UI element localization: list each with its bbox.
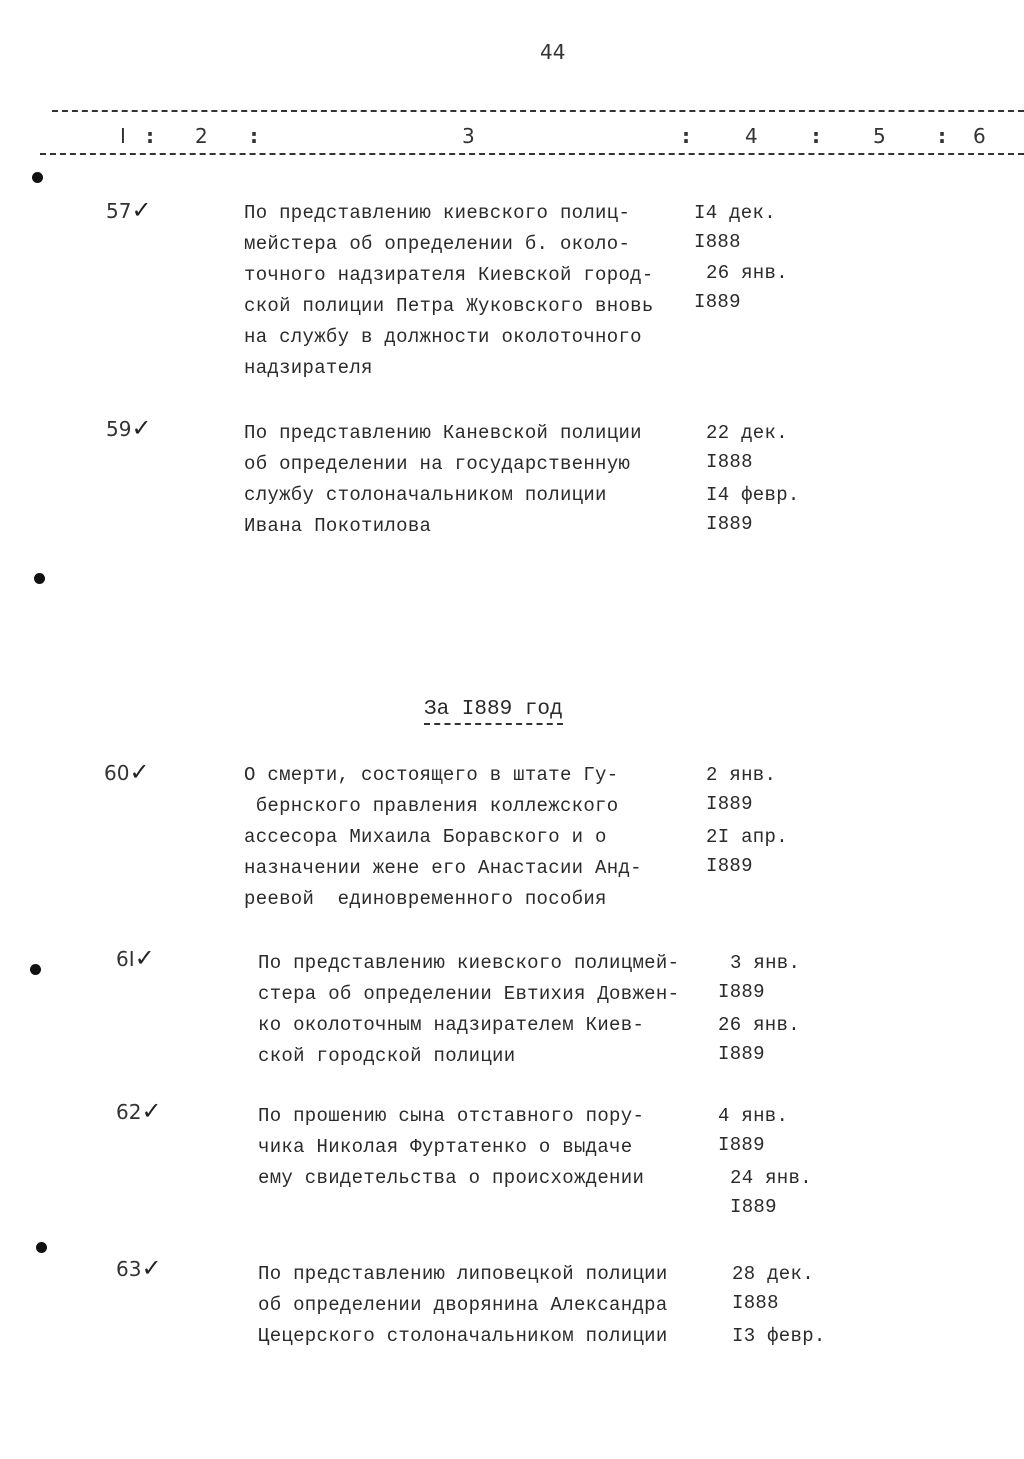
- description-line: ассесора Михаила Боравского и о: [244, 826, 607, 848]
- column-separator: :: [146, 124, 154, 148]
- header-rule-bottom: [40, 153, 1024, 155]
- date-line: 4 янв.: [718, 1105, 789, 1127]
- checkmark-icon: ✓: [129, 758, 150, 786]
- description-line: Цецерского столоначальником полиции: [258, 1325, 668, 1347]
- date-line: I888: [732, 1292, 779, 1314]
- date-line: I889: [730, 1196, 777, 1218]
- column-separator: :: [812, 124, 820, 148]
- description-line: О смерти, состоящего в штате Гу-: [244, 764, 619, 786]
- description-line: Ивана Покотилова: [244, 515, 432, 537]
- date-line: 26 янв.: [706, 262, 788, 284]
- description-line: назначении жене его Анастасии Анд-: [244, 857, 642, 879]
- checkmark-icon: ✓: [134, 944, 155, 972]
- description-line: об определении на государственную: [244, 453, 631, 475]
- column-separator: :: [682, 124, 690, 148]
- punch-hole-mark: [30, 964, 41, 975]
- entry-number: 59: [106, 417, 132, 441]
- entry-number: 57: [106, 199, 132, 223]
- date-line: I888: [694, 231, 741, 253]
- date-line: 22 дек.: [706, 422, 788, 444]
- description-line: По представлению киевского полиц-: [244, 202, 631, 224]
- date-line: I888: [706, 451, 753, 473]
- description-line: ской полиции Петра Жуковского вновь: [244, 295, 654, 317]
- description-line: ему свидетельства о происхождении: [258, 1167, 645, 1189]
- description-line: бернского правления коллежского: [244, 795, 619, 817]
- punch-hole-mark: [32, 172, 43, 183]
- description-line: По представлению киевского полицмей-: [258, 952, 680, 974]
- description-line: службу столоначальником полиции: [244, 484, 607, 506]
- column-header-4: 4: [745, 124, 758, 148]
- date-line: I889: [706, 855, 753, 877]
- header-rule-top: [52, 110, 1024, 112]
- date-line: I889: [706, 793, 753, 815]
- checkmark-icon: ✓: [131, 196, 152, 224]
- description-line: стера об определении Евтихия Довжен-: [258, 983, 680, 1005]
- date-line: I4 февр.: [706, 484, 800, 506]
- date-line: I889: [694, 291, 741, 313]
- date-line: 2 янв.: [706, 764, 777, 786]
- description-line: об определении дворянина Александра: [258, 1294, 668, 1316]
- checkmark-icon: ✓: [141, 1254, 162, 1282]
- date-line: I3 февр.: [732, 1325, 826, 1347]
- checkmark-icon: ✓: [141, 1097, 162, 1125]
- date-line: I889: [718, 981, 765, 1003]
- section-title: За I889 год: [424, 698, 563, 725]
- column-header-5: 5: [873, 124, 886, 148]
- description-line: По представлению Каневской полиции: [244, 422, 642, 444]
- punch-hole-mark: [36, 1242, 47, 1253]
- description-line: По прошению сына отставного пору-: [258, 1105, 645, 1127]
- description-line: ской городской полиции: [258, 1045, 516, 1067]
- page-number: 44: [540, 40, 566, 64]
- entry-number: 6I: [116, 947, 135, 971]
- description-line: надзирателя: [244, 357, 373, 379]
- date-line: I4 дек.: [694, 202, 776, 224]
- column-header-2: 2: [195, 124, 208, 148]
- column-header-6: 6: [973, 124, 986, 148]
- column-header-1: I: [120, 124, 126, 148]
- description-line: на службу в должности околоточного: [244, 326, 642, 348]
- entry-number: 63: [116, 1257, 142, 1281]
- entry-number: 60: [104, 761, 130, 785]
- column-separator: :: [938, 124, 946, 148]
- description-line: чика Николая Фуртатенко о выдаче: [258, 1136, 633, 1158]
- description-line: ко околоточным надзирателем Киев-: [258, 1014, 645, 1036]
- checkmark-icon: ✓: [131, 414, 152, 442]
- date-line: 2I апр.: [706, 826, 788, 848]
- date-line: 26 янв.: [718, 1014, 800, 1036]
- entry-number: 62: [116, 1100, 142, 1124]
- description-line: По представлению липовецкой полиции: [258, 1263, 668, 1285]
- date-line: I889: [706, 513, 753, 535]
- date-line: 28 дек.: [732, 1263, 814, 1285]
- date-line: I889: [718, 1134, 765, 1156]
- description-line: реевой единовременного пособия: [244, 888, 607, 910]
- description-line: точного надзирателя Киевской город-: [244, 264, 654, 286]
- column-header-3: 3: [462, 124, 475, 148]
- date-line: I889: [718, 1043, 765, 1065]
- description-line: мейстера об определении б. около-: [244, 233, 631, 255]
- date-line: 3 янв.: [730, 952, 801, 974]
- column-separator: :: [250, 124, 258, 148]
- punch-hole-mark: [34, 573, 45, 584]
- date-line: 24 янв.: [730, 1167, 812, 1189]
